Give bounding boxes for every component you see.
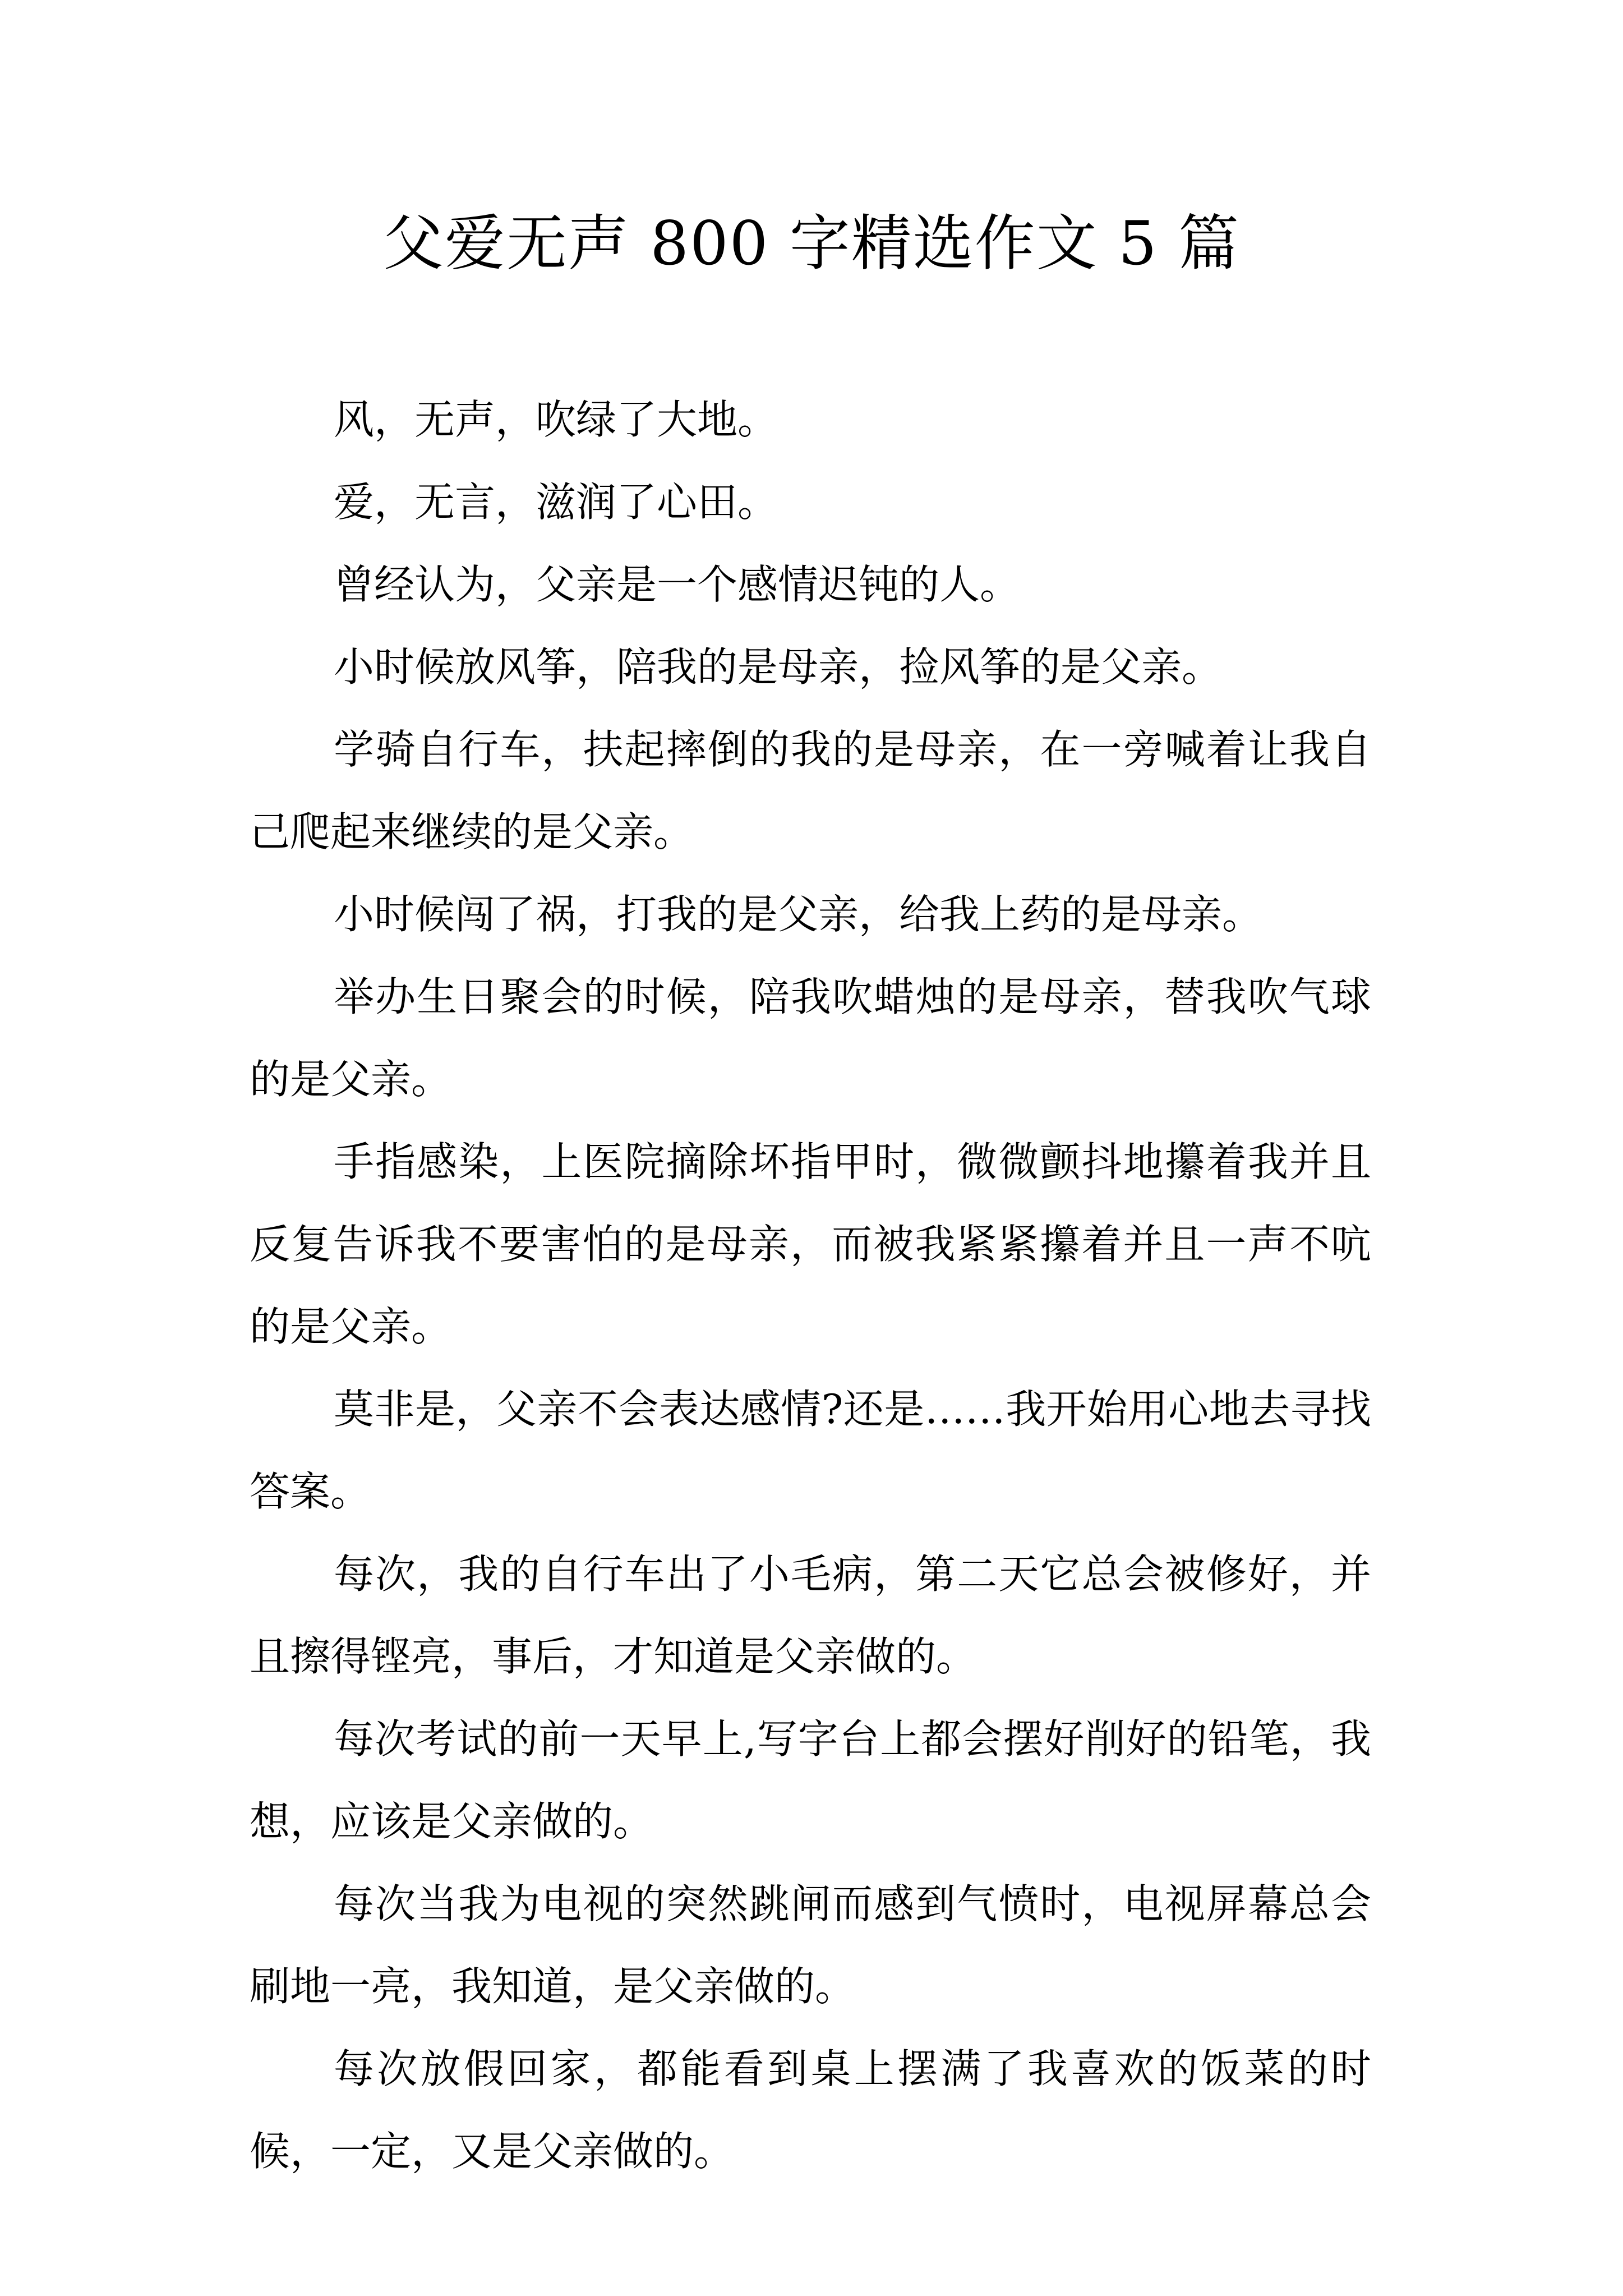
paragraph-4: 小时候放风筝，陪我的是母亲，捡风筝的是父亲。 [334,643,1223,691]
document-body [250,379,1371,2193]
paragraph-13: 每次放假回家，都能看到桌上摆满了我喜欢的饭菜的时候，一定，又是父亲做的。 [250,2045,1371,2175]
paragraph-6: 小时候闯了祸，打我的是父亲，给我上药的是母亲。 [334,891,1263,938]
paragraph-8: 手指感染，上医院摘除坏指甲时，微微颤抖地攥着我并且反复告诉我不要害怕的是母亲，而被我紧紧攥着并且一声不吭的是父亲。 [250,1138,1371,1350]
paragraph-10: 每次，我的自行车出了小毛病，第二天它总会被修好，并且擦得铿亮，事后，才知道是父亲做的。 [250,1550,1371,1680]
paragraph-11: 每次考试的前一天早上,写字台上都会摆好削好的铅笔，我想，应该是父亲做的。 [250,1715,1371,1845]
paragraph-1: 风，无声，吹绿了大地。 [334,396,778,443]
paragraph-3: 曾经认为，父亲是一个感情迟钝的人。 [334,561,1021,608]
paragraph-7: 举办生日聚会的时候，陪我吹蜡烛的是母亲，替我吹气球的是父亲。 [250,973,1371,1103]
paragraph-12: 每次当我为电视的突然跳闸而感到气愤时，电视屏幕总会刷地一亮，我知道，是父亲做的。 [250,1880,1371,2010]
paragraph-9: 莫非是，父亲不会表达感情?还是……我开始用心地去寻找答案。 [250,1386,1371,1515]
document-title: 父爱无声 800 字精选作文 5 篇 [382,209,1241,279]
paragraph-2: 爱，无言，滋润了心田。 [334,478,778,526]
paragraph-5: 学骑自行车，扶起摔倒的我的是母亲，在一旁喊着让我自己爬起来继续的是父亲。 [250,726,1371,855]
